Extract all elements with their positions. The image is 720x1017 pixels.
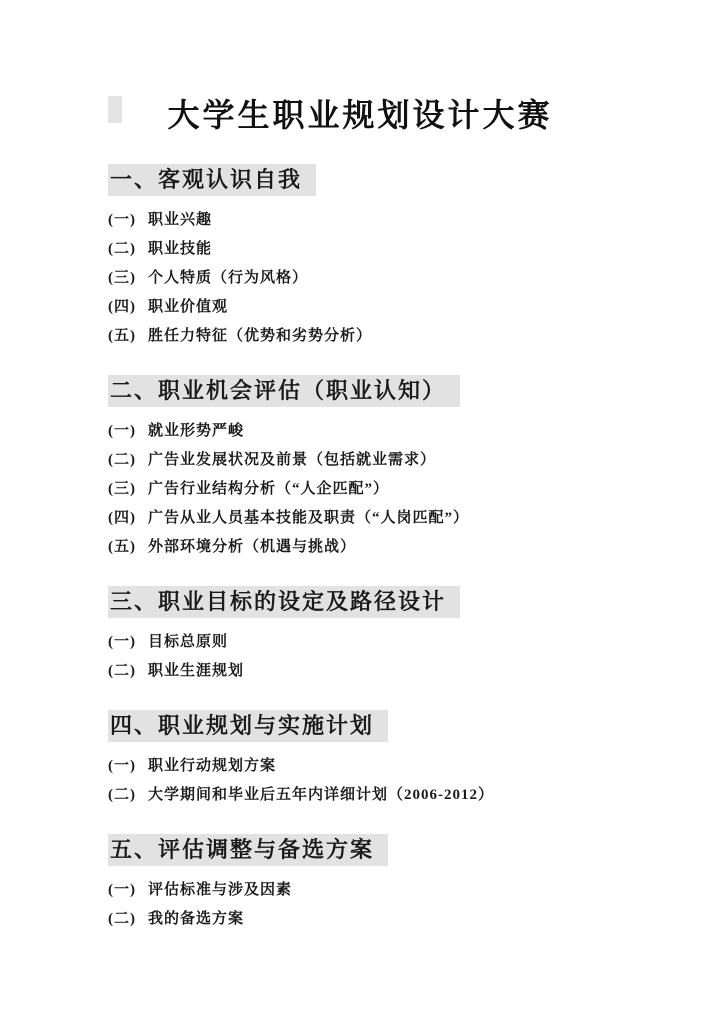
item-marker: (五) xyxy=(108,328,136,344)
item-marker: (五) xyxy=(108,539,136,555)
item-text: 大学期间和毕业后五年内详细计划（2006-2012） xyxy=(148,787,494,803)
list-item xyxy=(108,264,680,293)
section-self-assessment xyxy=(108,164,680,351)
item-text: 广告从业人员基本技能及职责（“人岗匹配”） xyxy=(148,510,470,526)
item-text: 职业兴趣 xyxy=(148,212,213,228)
list-item xyxy=(108,781,680,810)
item-marker: (一) xyxy=(108,634,136,650)
item-marker: (一) xyxy=(108,758,136,774)
item-text: 职业技能 xyxy=(148,241,213,257)
section-item-list xyxy=(108,752,680,810)
section-item-list xyxy=(108,417,680,562)
section-goal-setting xyxy=(108,586,680,686)
list-item xyxy=(108,504,680,533)
section-item-list xyxy=(108,876,680,934)
item-marker: (二) xyxy=(108,663,136,679)
scan-artifact-box xyxy=(108,96,122,123)
item-text: 评估标准与涉及因素 xyxy=(148,882,293,898)
section-heading: 四、职业规划与实施计划 xyxy=(108,710,388,742)
section-heading: 五、评估调整与备选方案 xyxy=(108,834,388,866)
item-marker: (二) xyxy=(108,452,136,468)
list-item xyxy=(108,417,680,446)
document-title: 大学生职业规划设计大赛 xyxy=(167,96,553,134)
item-marker: (一) xyxy=(108,212,136,228)
list-item xyxy=(108,235,680,264)
item-text: 胜任力特征（优势和劣势分析） xyxy=(148,328,373,344)
list-item xyxy=(108,876,680,905)
list-item xyxy=(108,293,680,322)
list-item xyxy=(108,446,680,475)
list-item xyxy=(108,752,680,781)
item-text: 广告业发展状况及前景（包括就业需求） xyxy=(148,452,437,468)
list-item xyxy=(108,628,680,657)
section-opportunity-assessment xyxy=(108,375,680,562)
list-item xyxy=(108,206,680,235)
item-marker: (一) xyxy=(108,423,136,439)
item-marker: (一) xyxy=(108,882,136,898)
section-item-list xyxy=(108,628,680,686)
item-marker: (二) xyxy=(108,241,136,257)
section-heading: 二、职业机会评估（职业认知） xyxy=(108,375,460,407)
item-text: 外部环境分析（机遇与挑战） xyxy=(148,539,357,555)
section-item-list xyxy=(108,206,680,351)
document-body xyxy=(108,164,680,934)
item-text: 职业行动规划方案 xyxy=(148,758,277,774)
item-text: 目标总原则 xyxy=(148,634,229,650)
item-marker: (二) xyxy=(108,787,136,803)
list-item xyxy=(108,475,680,504)
section-evaluation-backup xyxy=(108,834,680,934)
list-item xyxy=(108,905,680,934)
item-marker: (三) xyxy=(108,270,136,286)
item-text: 广告行业结构分析（“人企匹配”） xyxy=(148,481,390,497)
list-item xyxy=(108,657,680,686)
section-implementation-plan xyxy=(108,710,680,810)
section-heading: 一、客观认识自我 xyxy=(108,164,316,196)
section-heading: 三、职业目标的设定及路径设计 xyxy=(108,586,460,618)
item-marker: (四) xyxy=(108,299,136,315)
item-text: 我的备选方案 xyxy=(148,911,245,927)
list-item xyxy=(108,322,680,351)
item-marker: (四) xyxy=(108,510,136,526)
item-text: 个人特质（行为风格） xyxy=(148,270,309,286)
item-marker: (三) xyxy=(108,481,136,497)
item-text: 职业价值观 xyxy=(148,299,229,315)
item-text: 职业生涯规划 xyxy=(148,663,245,679)
item-text: 就业形势严峻 xyxy=(148,423,245,439)
list-item xyxy=(108,533,680,562)
item-marker: (二) xyxy=(108,911,136,927)
